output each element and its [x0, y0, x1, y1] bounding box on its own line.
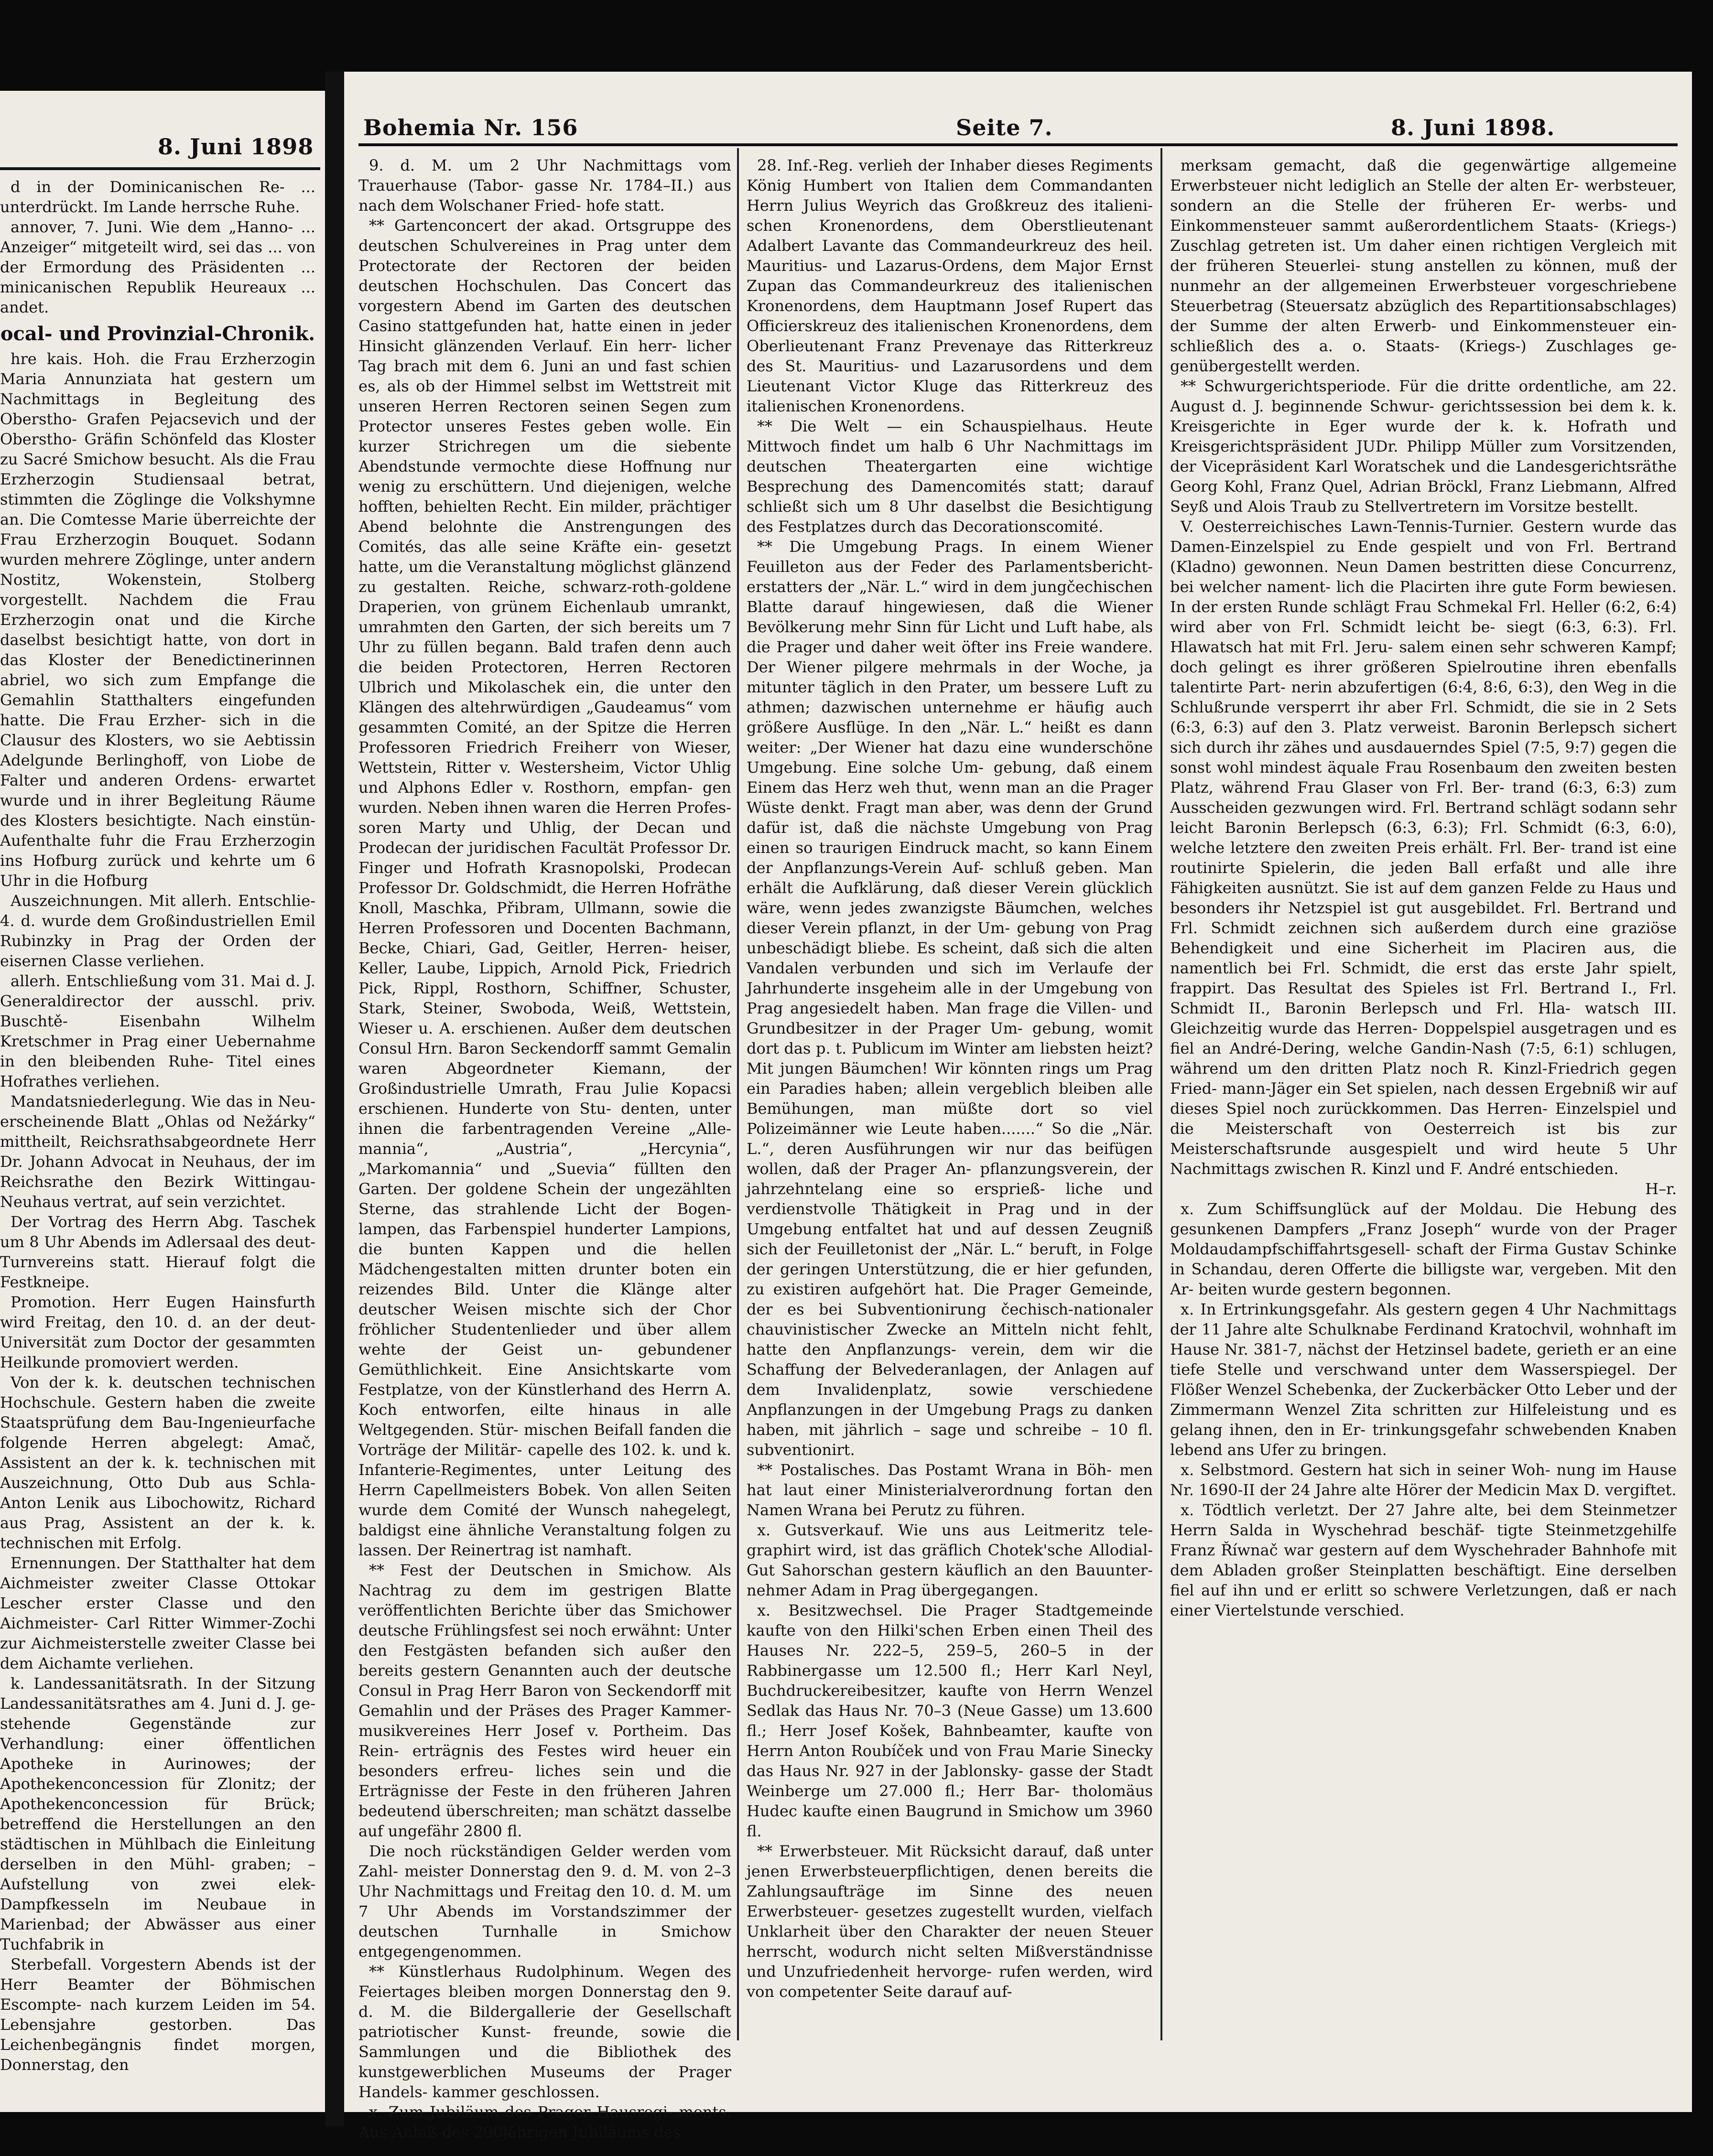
article-paragraph: Mandatsniederlegung. Wie das in Neu- erscheinende Blatt „Ohlas od Nežárky“ mittheilt, Reichsrathsabgeordnete Herr Dr. Johann Advocat in Neuhaus, der im Reichsrathe den Bezirk Wittingau-Neuhaus vertrat, auf sein verzichtet. [0, 1092, 315, 1211]
article-paragraph: Die noch rückständigen Gelder werden vom Zahl- meister Donnerstag den 9. d. M. von 2–3 Uhr Nachmittags und Freitag den 10. d. M. um 7 Uhr Abends im Vorstandszimmer der deutschen Turnhalle in Smichow entgegengenommen. [358, 1842, 731, 1961]
article-paragraph: x. Tödtlich verletzt. Der 27 Jahre alte, bei dem Steinmetzer Herrn Salda in Wyschehrad beschäf- tigte Steinmetzgehilfe Franz Říwnač war gestern auf dem Wyschehrader Bahnhofe mit dem Abladen großer Steinplatten beschäftigt. Eine derselben fiel auf ihn und er erlitt so schwere Verletzungen, daß er nach einer Viertelstunde verschied. [1170, 1501, 1677, 1619]
article-paragraph: x. Selbstmord. Gestern hat sich in seiner Woh- nung im Hause Nr. 1690-II der 24 Jahre alte Hörer der Medicin Max D. vergiftet. [1170, 1461, 1677, 1499]
article-paragraph: Promotion. Herr Eugen Hainsfurth wird Freitag, den 10. d. an der deut- Universität zum Doctor der gesammten Heilkunde promoviert werden. [0, 1293, 315, 1371]
article-paragraph: hre kais. Hoh. die Frau Erzherzogin Maria Annunziata hat gestern um Nachmittags in Begleitung des Oberstho- Grafen Pejacsevich und der Oberstho- Gräfin Schönfeld das Kloster zu Sacré Smichow besucht. Als die Frau Erzherzogin Studiensaal betrat, stimmten die Zöglinge die Volkshymne an. Die Comtesse Marie überreichte der Frau Erzherzogin Bouquet. Sodann wurden mehrere Zöglinge, unter andern Nostitz, Wokenstein, Stolberg vorgestellt. Nachdem die Frau Erzherzogin onat und die Kirche daselbst besichtigt hatte, von dort in das Kloster der Benedictinerinnen abriel, wo sich zum Empfange die Gemahlin Statthalters eingefunden hatte. Die Frau Erzher- sich in die Clausur des Klosters, wo sie Aebtissin Adelgunde Berlinghoff, von Liobe de Falter und anderen Ordens- erwartet wurde und in ihrer Begleitung Räume des Klosters besichtigte. Nach einstün- Aufenthalte fuhr die Frau Erzherzogin ins Hofburg zurück und kehrte um 6 Uhr in die Hofburg [0, 350, 315, 890]
article-paragraph: Auszeichnungen. Mit allerh. Entschlie- 4. d. wurde dem Großindustriellen Emil Rubinzky in Prag der Orden der eisernen Classe verliehen. [0, 892, 315, 970]
right-column-3 [1170, 155, 1677, 2048]
article-paragraph: V. Oesterreichisches Lawn-Tennis-Turnier. Gestern wurde das Damen-Einzelspiel zu Ende gespielt und von Frl. Bertrand (Kladno) gewonnen. Neun Damen bestritten diese Concurrenz, bei welcher nament- lich die Placirten ihre gute Form bewiesen. In der ersten Runde schlägt Frau Schmekal Frl. Heller (6:2, 6:4) wird aber von Frl. Schmidt leicht be- siegt (6:3, 6:3). Frl. Hlawatsch hat mit Frl. Jeru- salem einen sehr schweren Kampf; doch gelingt es ihrer größeren Spielroutine ihren ebenfalls talentirte Part- nerin abzufertigen (6:4, 8:6, 6:3), den Weg in die Schlußrunde versperrt ihr aber Frl. Schmidt, die sie in 2 Sets (6:3, 6:3) auf den 3. Platz verweist. Baronin Berlepsch sichert sich durch ihr zähes und ausdauerndes Spiel (7:5, 9:7) gegen die sonst wohl mindest äquale Frau Rosenbaum den zweiten besten Platz, während Frau Glaser von Frl. Ber- trand (6:3, 6:3) zum Ausscheiden gezwungen wird. Frl. Bertrand schlägt sodann sehr leicht Baronin Berlepsch (6:3, 6:3); Frl. Schmidt (6:3, 6:0), welche letztere den zweiten Preis erhält. Frl. Ber- trand ist eine routinirte Spielerin, die jeden Ball erfaßt und alle ihre Fähigkeiten ausnützt. Sie ist auf dem ganzen Felde zu Haus und besonders ihr Netzspiel ist gut ausgebildet. Frl. Bertrand und Frl. Schmidt zeichnen sich außerdem durch eine graziöse Behendigkeit und eine Sicherheit im Placiren aus, die namentlich bei Frl. Schmidt, die erst das erste Jahr spielt, frappirt. Das Resultat des Spieles ist Frl. Bertrand I., Frl. Schmidt II., Baronin Berlepsch und Frl. Hla- watsch III. Gleichzeitig wurde das Herren- Doppelspiel ausgetragen und es fiel an André-Dering, welche Gandin-Nash (7:5, 6:1) schlugen, während um den dritten Platz noch R. Kinzl-Friedrich gegen Fried- mann-Jäger ein Set spielen, nach dessen Ergebniß wir auf dieses Spiel noch zurückkommen. Das Herren- Einzelspiel und die Meisterschaft von Oesterreich ist bis zur Meisterschaftsrunde ausgespielt und wird heute 5 Uhr Nachmittags zwischen R. Kinzl und F. André entschieden. [1170, 517, 1677, 1178]
article-paragraph: Der Vortrag des Herrn Abg. Taschek um 8 Uhr Abends im Adlersaal des deut- Turnvereins statt. Hierauf folgt die Festkneipe. [0, 1213, 315, 1291]
left-page-column [0, 177, 315, 2088]
article-paragraph: x. Gutsverkauf. Wie uns aus Leitmeritz tele- graphirt wird, ist das gräflich Chotek'sche Allodial- Gut Sahorschan gestern käuflich an den Bauunter- nehmer Adam in Prag übergegangen. [747, 1521, 1153, 1599]
article-paragraph: ** Die Welt — ein Schauspielhaus. Heute Mittwoch findet um halb 6 Uhr Nachmittags im deutschen Theatergarten eine wichtige Besprechung des Damencomités statt; darauf schließt sich um 8 Uhr daselbst die Besichtigung des Festplatzes durch das Decorationscomité. [747, 417, 1153, 536]
article-paragraph: merksam gemacht, daß die gegenwärtige allgemeine Erwerbsteuer nicht lediglich an Stelle der alten Er- werbsteuer, sondern an die Stelle der früheren Er- werbs- und Einkommensteuer sammt außerordentlichem Staats- (Kriegs-) Zuschlag getreten ist. Um daher einen richtigen Vergleich mit der früheren Steuerlei- stung anstellen zu können, muß der nunmehr an der allgemeinen Erwerbsteuer vorgeschriebene Steuerbetrag (Steuersatz abzüglich des Repartitionsabschlages) der Summe der alten Erwerb- und Einkommensteuer ein- schließlich des a. o. Staats- (Kriegs-) Zuschlages ge- genübergestellt werden. [1170, 156, 1677, 375]
article-paragraph: ** Die Umgebung Prags. In einem Wiener Feuilleton aus der Feder des Parlamentsbericht- erstatters der „När. L.“ wird in dem jungčechischen Blatte darauf hingewiesen, daß die Wiener Bevölkerung mehr Sinn für Licht und Luft habe, als die Prager und daher weit öfter ins Freie wandere. Der Wiener pilgere mehrmals in der Woche, ja mitunter täglich in den Prater, um bessere Luft zu athmen; dazwischen unternehme er häufig auch größere Ausflüge. In den „När. L.“ heißt es dann weiter: „Der Wiener hat dazu eine wunderschöne Umgebung. Eine solche Um- gebung, daß einem Einem das Herz weh thut, wenn man an die Prager Wüste denkt. Fragt man aber, was denn der Grund dafür ist, daß die nächste Umgebung von Prag einen so traurigen Eindruck macht, so kann Einem der Anpflanzungs-Verein Auf- schluß geben. Man erhält die Aufklärung, daß dieser Verein glücklich wäre, wenn jedes zwanzigste Bäumchen, welches dieser Verein pflanzt, in der Um- gebung von Prag unbeschädigt bliebe. Es scheint, daß sich die alten Vandalen verbunden und sich im Verlaufe der Jahrhunderte insgeheim alle in der Umgebung von Prag angesiedelt haben. Man frage die Villen- und Grundbesitzer in der Prager Um- gebung, womit dort das p. t. Publicum im Winter am liebsten heizt? Mit jungen Bäumchen! Wir könnten rings um Prag ein Paradies haben; allein vergeblich bleiben alle Bemühungen, man müßte dort so viel Polizeimänner wie Leute haben.......“ So die „När. L.“, deren Ausführungen wir nur das beifügen wollen, daß der Prager An- pflanzungsverein, der jahrzehntelang eine so ersprieß- liche und verdienstvolle Thätigkeit in Prag und in der Umgebung entfaltet hat und auf dessen Zeugniß sich der Feuilletonist der „När. L.“ beruft, in Folge der geringen Unterstützung, die er hier gefunden, zu existiren aufgehört hat. Die Prager Gemeinde, der es bei Subventionirung čechisch-nationaler chauvinistischer Zwecke an Mitteln nicht fehlt, hatte den Anpflanzungs- verein, dem wir die Schaffung der Belvederanlagen, der Anlagen auf dem Invalidenplatz, sowie verschiedene Anpflanzungen in der Umgebung Prags zu danken haben, mit jährlich – sage und schreibe – 10 fl. subventionirt. [747, 538, 1153, 1459]
article-paragraph: H–r. [1645, 1180, 1677, 1198]
article-paragraph: x. Besitzwechsel. Die Prager Stadtgemeinde kaufte von den Hilki'schen Erben einen Theil des Hauses Nr. 222–5, 259–5, 260–5 in der Rabbinergasse um 12.500 fl.; Herr Karl Neyl, Buchdruckereibesitzer, kaufte von Herrn Wenzel Sedlak das Haus Nr. 70–3 (Neue Gasse) um 13.600 fl.; Herr Josef Košek, Bahnbeamter, kaufte von Herrn Anton Roubíček und von Frau Marie Sinecky das Haus Nr. 927 in der Jablonsky- gasse der Stadt Weinberge um 27.000 fl.; Herr Bar- tholomäus Hudec kaufte einen Baugrund in Smichow um 3960 fl. [747, 1601, 1153, 1840]
right-header-rule [358, 143, 1678, 146]
page-number: Seite 7. [956, 115, 1053, 140]
article-paragraph: x. In Ertrinkungsgefahr. Als gestern gegen 4 Uhr Nachmittags der 11 Jahre alte Schulknabe Ferdinand Kratochvil, wohnhaft im Hause Nr. 381-7, nächst der Hetzinsel badete, gerieth er an eine tiefe Stelle und verschwand unter dem Wasserspiegel. Der Flößer Wenzel Schebenka, der Zuckerbäcker Otto Leber und der Zimmermann Wenzel Zita schritten zur Hilfeleistung und es gelang ihnen, den in Er- trinkungsgefahr schwebenden Knaben lebend ans Ufer zu bringen. [1170, 1300, 1677, 1459]
article-paragraph: ** Gartenconcert der akad. Ortsgruppe des deutschen Schulvereines in Prag unter dem Protectorate der Rectoren der beiden deutschen Hochschulen. Das Concert das vorgestern Abend im Garten des deutschen Casino stattgefunden hat, hatte einen in jeder Hinsicht glänzenden Verlauf. Ein herr- licher Tag brach mit dem 6. Juni an und fast schien es, als ob der Himmel selbst im Wettstreit mit unseren Herren Rectoren seinen Segen zum Protector unseres Festes geben wolle. Ein kurzer Strichregen um die siebente Abendstunde vermochte diese Hoffnung nur wenig zu erschüttern. Und diejenigen, welche hofften, behielten Recht. Ein milder, prächtiger Abend belohnte die Anstrengungen des Comités, das alle seine Kräfte ein- gesetzt hatte, um die Veranstaltung möglichst glänzend zu gestalten. Reiche, schwarz-roth-goldene Draperien, von grünem Eichenlaub umrankt, umrahmten den Garten, der sich bereits um 7 Uhr zu füllen begann. Bald trafen denn auch die beiden Protectoren, Herren Rectoren Ulbrich und Mikolaschek ein, die unter den Klängen des altehrwürdigen „Gaudeamus“ vom gesammten Comité, an der Spitze die Herren Professoren Friedrich Freiherr von Wieser, Wettstein, Ritter v. Westersheim, Victor Uhlig und Alphons Edler v. Rosthorn, empfan- gen wurden. Neben ihnen waren die Herren Profes- soren Marty und Uhlig, der Decan und Prodecan der juridischen Facultät Professor Dr. Finger und Hofrath Krasnopolski, Prodecan Professor Dr. Goldschmidt, die Herren Hofräthe Knoll, Maschka, Přibram, Ullmann, sowie die Herren Professoren und Docenten Bachmann, Becke, Chiari, Gad, Geitler, Herren- heiser, Keller, Laube, Lippich, Arnold Pick, Friedrich Pick, Rippl, Rosthorn, Schiffner, Schuster, Stark, Steiner, Swoboda, Weiß, Wettstein, Wieser u. A. erschienen. Außer dem deutschen Consul Hrn. Baron Seckendorff sammt Gemalin waren Abgeordneter Kiemann, der Großindustrielle Umrath, Frau Julie Kopacsi erschienen. Hunderte von Stu- denten, unter ihnen die farbentragenden Vereine „Alle- mannia“, „Austria“, „Hercynia“, „Markomannia“ und „Suevia“ füllten den Garten. Der goldene Schein der ungezählten Sterne, das strahlende Licht der Bogen- lampen, das Farbenspiel hunderter Lampions, die bunten Kappen und die hellen Mädchengestalten mitten drunter boten ein reizendes Bild. Unter die Klänge alter deutscher Weisen mischte sich der Chor fröhlicher Studentenlieder und über allem wehte der Geist un- gebundener Gemüthlichkeit. Eine Ansichtskarte vom Festplatze, von der Künstlerhand des Herrn A. Koch entworfen, eilte hinaus in alle Weltgegenden. Stür- mischen Beifall fanden die Vorträge der Militär- capelle des 102. k. und k. Infanterie-Regimentes, unter Leitung des Herrn Capellmeisters Bobek. Von allen Seiten wurde dem Comité der Wunsch nahegelegt, baldigst eine ähnliche Veranstaltung folgen zu lassen. Der Reinertrag ist namhaft. [358, 216, 731, 1559]
article-paragraph: annover, 7. Juni. Wie dem „Hanno- ... Anzeiger“ mitgeteilt wird, sei das ... von der Ermordung des Präsidenten ... minicanischen Republik Heureaux ... andet. [0, 218, 315, 316]
article-paragraph: ** Postalisches. Das Postamt Wrana in Böh- men hat laut einer Ministerialverordnung fortan den Namen Wrana bei Perutz zu führen. [747, 1461, 1153, 1519]
article-paragraph: Ernennungen. Der Statthalter hat dem Aichmeister zweiter Classe Ottokar Lescher erster Classe und den Aichmeister- Carl Ritter Wimmer-Zochi zur Aichmeisterstelle zweiter Classe bei dem Aichamte verliehen. [0, 1554, 315, 1672]
article-paragraph: 9. d. M. um 2 Uhr Nachmittags vom Trauerhause (Tabor- gasse Nr. 1784–II.) aus nach dem Wolschaner Fried- hofe statt. [358, 156, 731, 215]
right-column-1 [358, 155, 731, 2141]
article-paragraph: 28. Inf.-Reg. verlieh der Inhaber dieses Regiments König Humbert von Italien dem Commandanten Herrn Julius Weyrich das Großkreuz des italieni- schen Kronenordens, dem Oberstlieutenant Adalbert Lavante das Commandeurkreuz des heil. Mauritius- und Lazarus-Ordens, dem Major Ernst Zupan das Commandeurkreuz des italienischen Kronenordens, dem Hauptmann Josef Rupert das Officierskreuz des italienischen Kronenordens, dem Oberlieutenant Franz Prevenaye das Ritterkreuz des St. Mauritius- und Lazarusordens und dem Lieutenant Victor Kluge das Ritterkreuz des italienischen Kronenordens. [747, 156, 1153, 415]
book-fold [325, 72, 344, 2126]
article-paragraph: ocal- und Provinzial-Chronik. [0, 323, 315, 345]
left-header-rule [0, 167, 320, 170]
article-paragraph: x. Zum Jubiläum des Prager Hausregi- ments. Aus Anlaß des 200jährigen Jubiläums des [358, 2103, 731, 2141]
article-paragraph: x. Zum Schiffsunglück auf der Moldau. Die Hebung des gesunkenen Dampfers „Franz Joseph“ wurde von der Prager Moldaudampfschiffahrtsgesell- schaft der Firma Gustav Schinke in Schandau, deren Offerte die billigste war, vergeben. Mit den Ar- beiten wurde gestern begonnen. [1170, 1200, 1677, 1298]
right-column-2 [747, 155, 1153, 2048]
article-paragraph: ** Erwerbsteuer. Mit Rücksicht darauf, daß unter jenen Erwerbsteuerpflichtigen, denen bereits die Zahlungsaufträge im Sinne des neuen Erwerbsteuer- gesetzes zugestellt wurden, vielfach Unklarheit über den Charakter der neuen Steuer herrscht, wodurch nicht selten Mißverständnisse und Unzufriedenheit hervorge- rufen werden, wird von competenter Seite darauf auf- [747, 1842, 1153, 2001]
article-paragraph: ** Künstlerhaus Rudolphinum. Wegen des Feiertages bleiben morgen Donnerstag den 9. d. M. die Bildergallerie der Gesellschaft patriotischer Kunst- freunde, sowie die Sammlungen und die Bibliothek des kunstgewerblichen Museums der Prager Handels- kammer geschlossen. [358, 1962, 731, 2101]
column-divider-2 [1160, 148, 1162, 2040]
article-paragraph: ** Fest der Deutschen in Smichow. Als Nachtrag zu dem im gestrigen Blatte veröffentlichten Berichte über das Smichower deutsche Frühlingsfest sei noch erwähnt: Unter den Festgästen befanden sich außer den bereits gestern Genannten auch der deutsche Consul in Prag Herr Baron von Seckendorff mit Gemahlin und der Präses des Prager Kammer- musikvereines Herr Josef v. Portheim. Das Rein- erträgnis des Festes wird heuer ein besonders erfreu- liches sein und die Erträgnisse der Feste in den früheren Jahren bedeutend überschreiten; man schätzt dasselbe auf ungefähr 2800 fl. [358, 1561, 731, 1840]
left-page-date: 8. Juni 1898 [158, 134, 314, 160]
column-divider-1 [737, 148, 739, 2040]
right-page-date: 8. Juni 1898. [1391, 115, 1555, 140]
article-paragraph: k. Landessanitätsrath. In der Sitzung Landessanitätsrathes am 4. Juni d. J. ge- stehende Gegenstände zur Verhandlung: einer öffentlichen Apotheke in Aurinowes; der Apothekenconcession für Zlonitz; der Apothekenconcession für Brück; betreffend die Herstellungen an den städtischen in Mühlbach die Einleitung derselben in den Mühl- graben; – Aufstellung von zwei elek- Dampfkesseln im Neubaue in Marienbad; der Abwässer aus einer Tuchfabrik in [0, 1674, 315, 1953]
article-paragraph: d in der Dominicanischen Re- ... unterdrückt. Im Lande herrsche Ruhe. [0, 178, 315, 216]
masthead: Bohemia Nr. 156 [363, 115, 578, 140]
article-paragraph: allerh. Entschließung vom 31. Mai d. J. Generaldirector der ausschl. priv. Buschtě- Eisenbahn Wilhelm Kretschmer in Prag einer Uebernahme in den bleibenden Ruhe- Titel eines Hofrathes verliehen. [0, 972, 315, 1090]
article-paragraph: ** Schwurgerichtsperiode. Für die dritte ordentliche, am 22. August d. J. beginnende Schwur- gerichtssession bei dem k. k. Kreisgerichte in Eger wurde der k. k. Hofrath und Kreisgerichtspräsident JUDr. Philipp Müller zum Vorsitzenden, der Vicepräsident Karl Woratschek und die Landesgerichtsräthe Georg Kohl, Franz Quel, Adrian Bröckl, Franz Liebmann, Alfred Seyß und Alois Traub zu Stellvertretern im Vorsitze bestellt. [1170, 377, 1677, 516]
right-page [344, 72, 1692, 2141]
article-paragraph: Von der k. k. deutschen technischen Hochschule. Gestern haben die zweite Staatsprüfung dem Bau-Ingenieurfache folgende Herren abgelegt: Amač, Assistent an der k. k. technischen mit Auszeichnung, Otto Dub aus Schla- Anton Lenik aus Libochowitz, Richard aus Prag, Assistent an der k. k. technischen mit Erfolg. [0, 1373, 315, 1552]
article-paragraph: Sterbefall. Vorgestern Abends ist der Herr Beamter der Böhmischen Escompte- nach kurzem Leiden im 54. Lebensjahre gestorben. Das Leichenbegängnis findet morgen, Donnerstag, den [0, 1955, 315, 2074]
left-page [0, 91, 325, 2112]
